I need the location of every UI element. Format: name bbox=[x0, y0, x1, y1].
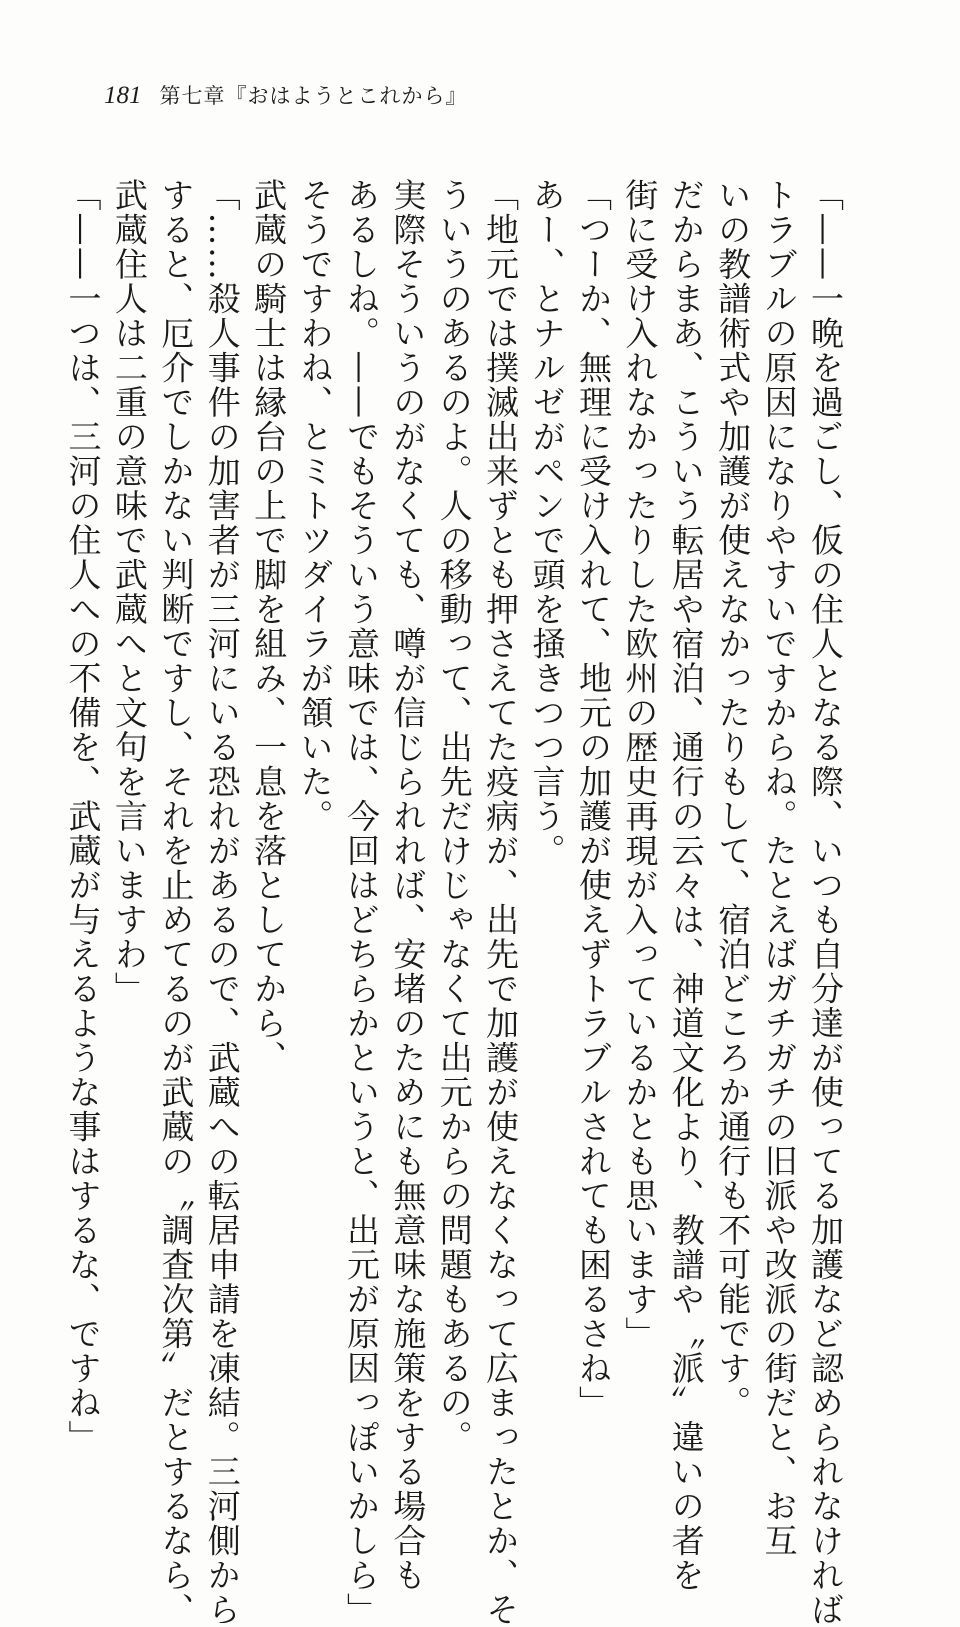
page-number: 181 bbox=[104, 82, 142, 109]
text-line: 街に受け入れなかったりした欧州の歴史再現が入っているかとも思います」 bbox=[620, 178, 660, 1351]
vertical-body-text bbox=[63, 178, 848, 1627]
chapter-title: 第七章『おはようとこれから』 bbox=[159, 84, 468, 108]
text-line: ういうのあるのよ。人の移動って、出先だけじゃなくて出元からの問題もあるの。 bbox=[434, 178, 474, 1455]
text-line: 武蔵住人は二重の意味で武蔵へと文句を言いますわ」 bbox=[109, 178, 149, 1006]
text-line: だからまあ、こういう転居や宿泊、通行の云々は、神道文化より、教譜や〝派〟違いの者を bbox=[666, 178, 706, 1593]
text-line: 「つーか、無理に受け入れて、地元の加護が使えずトラブルされても困るさね」 bbox=[573, 178, 613, 1420]
text-line: いの教譜術式や加護が使えなかったりもして、宿泊どころか通行も不可能です。 bbox=[713, 178, 753, 1420]
text-line: 「——一つは、三河の住人への不備を、武蔵が与えるような事はするな、ですね」 bbox=[63, 178, 103, 1455]
text-line: 実際そういうのがなくても、噂が信じられれば、安堵のためにも無意味な施策をする場合も bbox=[388, 178, 428, 1593]
text-line: あるしね。——でもそういう意味では、今回はどちらかというと、出元が原因っぽいかしら」 bbox=[341, 178, 381, 1627]
text-line: 「地元では撲滅出来ずとも押さえてた疫病が、出先で加護が使えなくなって広まったとか、そ bbox=[481, 178, 521, 1627]
text-line: あー、とナルゼがペンで頭を掻きつつ言う。 bbox=[527, 178, 567, 868]
text-line: すると、厄介でしかない判断ですし、それを止めてるのが武蔵の〝調査次第〟だとするなら、 bbox=[156, 178, 196, 1627]
text-line: トラブルの原因になりやすいですからね。たとえばガチガチの旧派や改派の街だと、お互 bbox=[759, 178, 799, 1558]
text-line: そうですわね、とミトツダイラが頷いた。 bbox=[295, 178, 335, 834]
page-header bbox=[104, 80, 468, 112]
text-line: 「……殺人事件の加害者が三河にいる恐れがあるので、武蔵への転居申請を凍結。三河側から bbox=[202, 178, 242, 1627]
text-line: 武蔵の騎士は縁台の上で脚を組み、一息を落としてから、 bbox=[249, 178, 289, 1075]
text-line: 「——一晩を過ごし、仮の住人となる際、いつも自分達が使ってる加護など認められなければ bbox=[806, 178, 845, 1627]
